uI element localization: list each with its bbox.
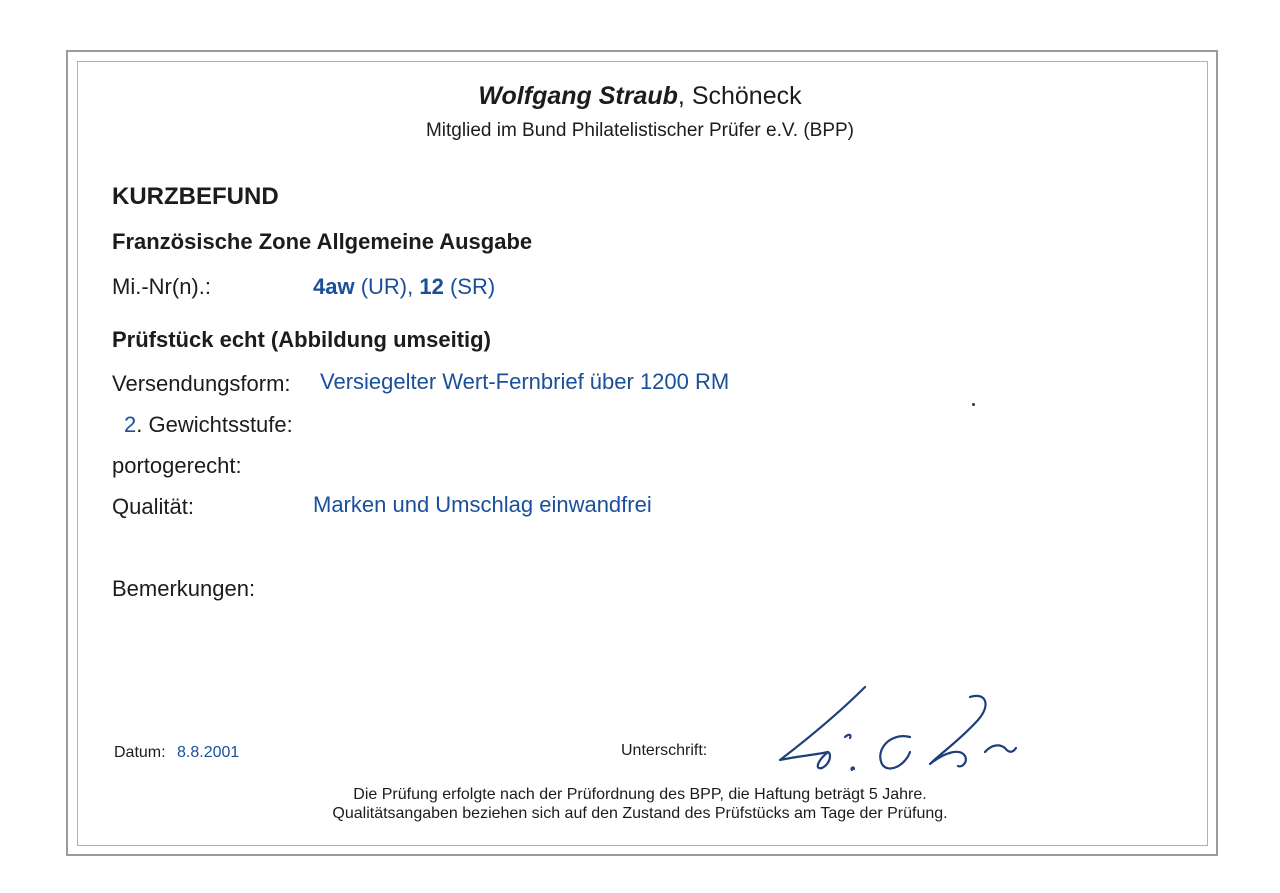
footer-note-1: Die Prüfung erfolgte nach der Prüfordnung des BPP, die Haftung beträgt 5 Jahre. — [353, 786, 927, 803]
issue-area: Französische Zone Allgemeine Ausgabe — [112, 229, 533, 254]
weight-line — [124, 412, 293, 438]
membership-line: Mitglied im Bund Philatelistischer Prüfer e.V. (BPP) — [425, 120, 855, 141]
mi-nr-value-b-rest: (SR) — [443, 274, 496, 299]
stray-dot — [972, 403, 975, 406]
examiner-location: , Schöneck — [677, 82, 802, 110]
mi-nr-value — [313, 274, 495, 300]
weight-label: . Gewichtsstufe: — [136, 412, 293, 437]
signature-label: Unterschrift: — [621, 742, 708, 759]
shipping-label: Versendungsform: — [112, 371, 291, 396]
document-title: KURZBEFUND — [112, 183, 279, 210]
examiner-name: Wolfgang Straub — [478, 82, 678, 110]
mi-nr-value-a: 4aw — [313, 274, 355, 299]
date-label: Datum: — [114, 744, 166, 761]
quality-value: Marken und Umschlag einwandfrei — [313, 492, 652, 517]
postage-label: portogerecht: — [112, 453, 242, 478]
examiner-header — [0, 82, 1280, 111]
certificate-frame-inner — [77, 61, 1208, 846]
mi-nr-label: Mi.-Nr(n).: — [112, 274, 211, 299]
remarks-label: Bemerkungen: — [112, 576, 256, 601]
shipping-value: Versiegelter Wert-Fernbrief über 1200 RM — [320, 369, 730, 394]
mi-nr-value-a-rest: (UR), — [354, 274, 420, 299]
weight-number: 2 — [124, 412, 137, 437]
result-line: Prüfstück echt (Abbildung umseitig) — [112, 327, 491, 352]
quality-label: Qualität: — [112, 494, 194, 519]
mi-nr-value-b: 12 — [419, 274, 444, 299]
footer-note-2: Qualitätsangaben beziehen sich auf den Zustand des Prüfstücks am Tage der Prüfung. — [332, 805, 948, 822]
date-value: 8.8.2001 — [177, 744, 240, 761]
handwritten-signature — [770, 682, 1030, 782]
